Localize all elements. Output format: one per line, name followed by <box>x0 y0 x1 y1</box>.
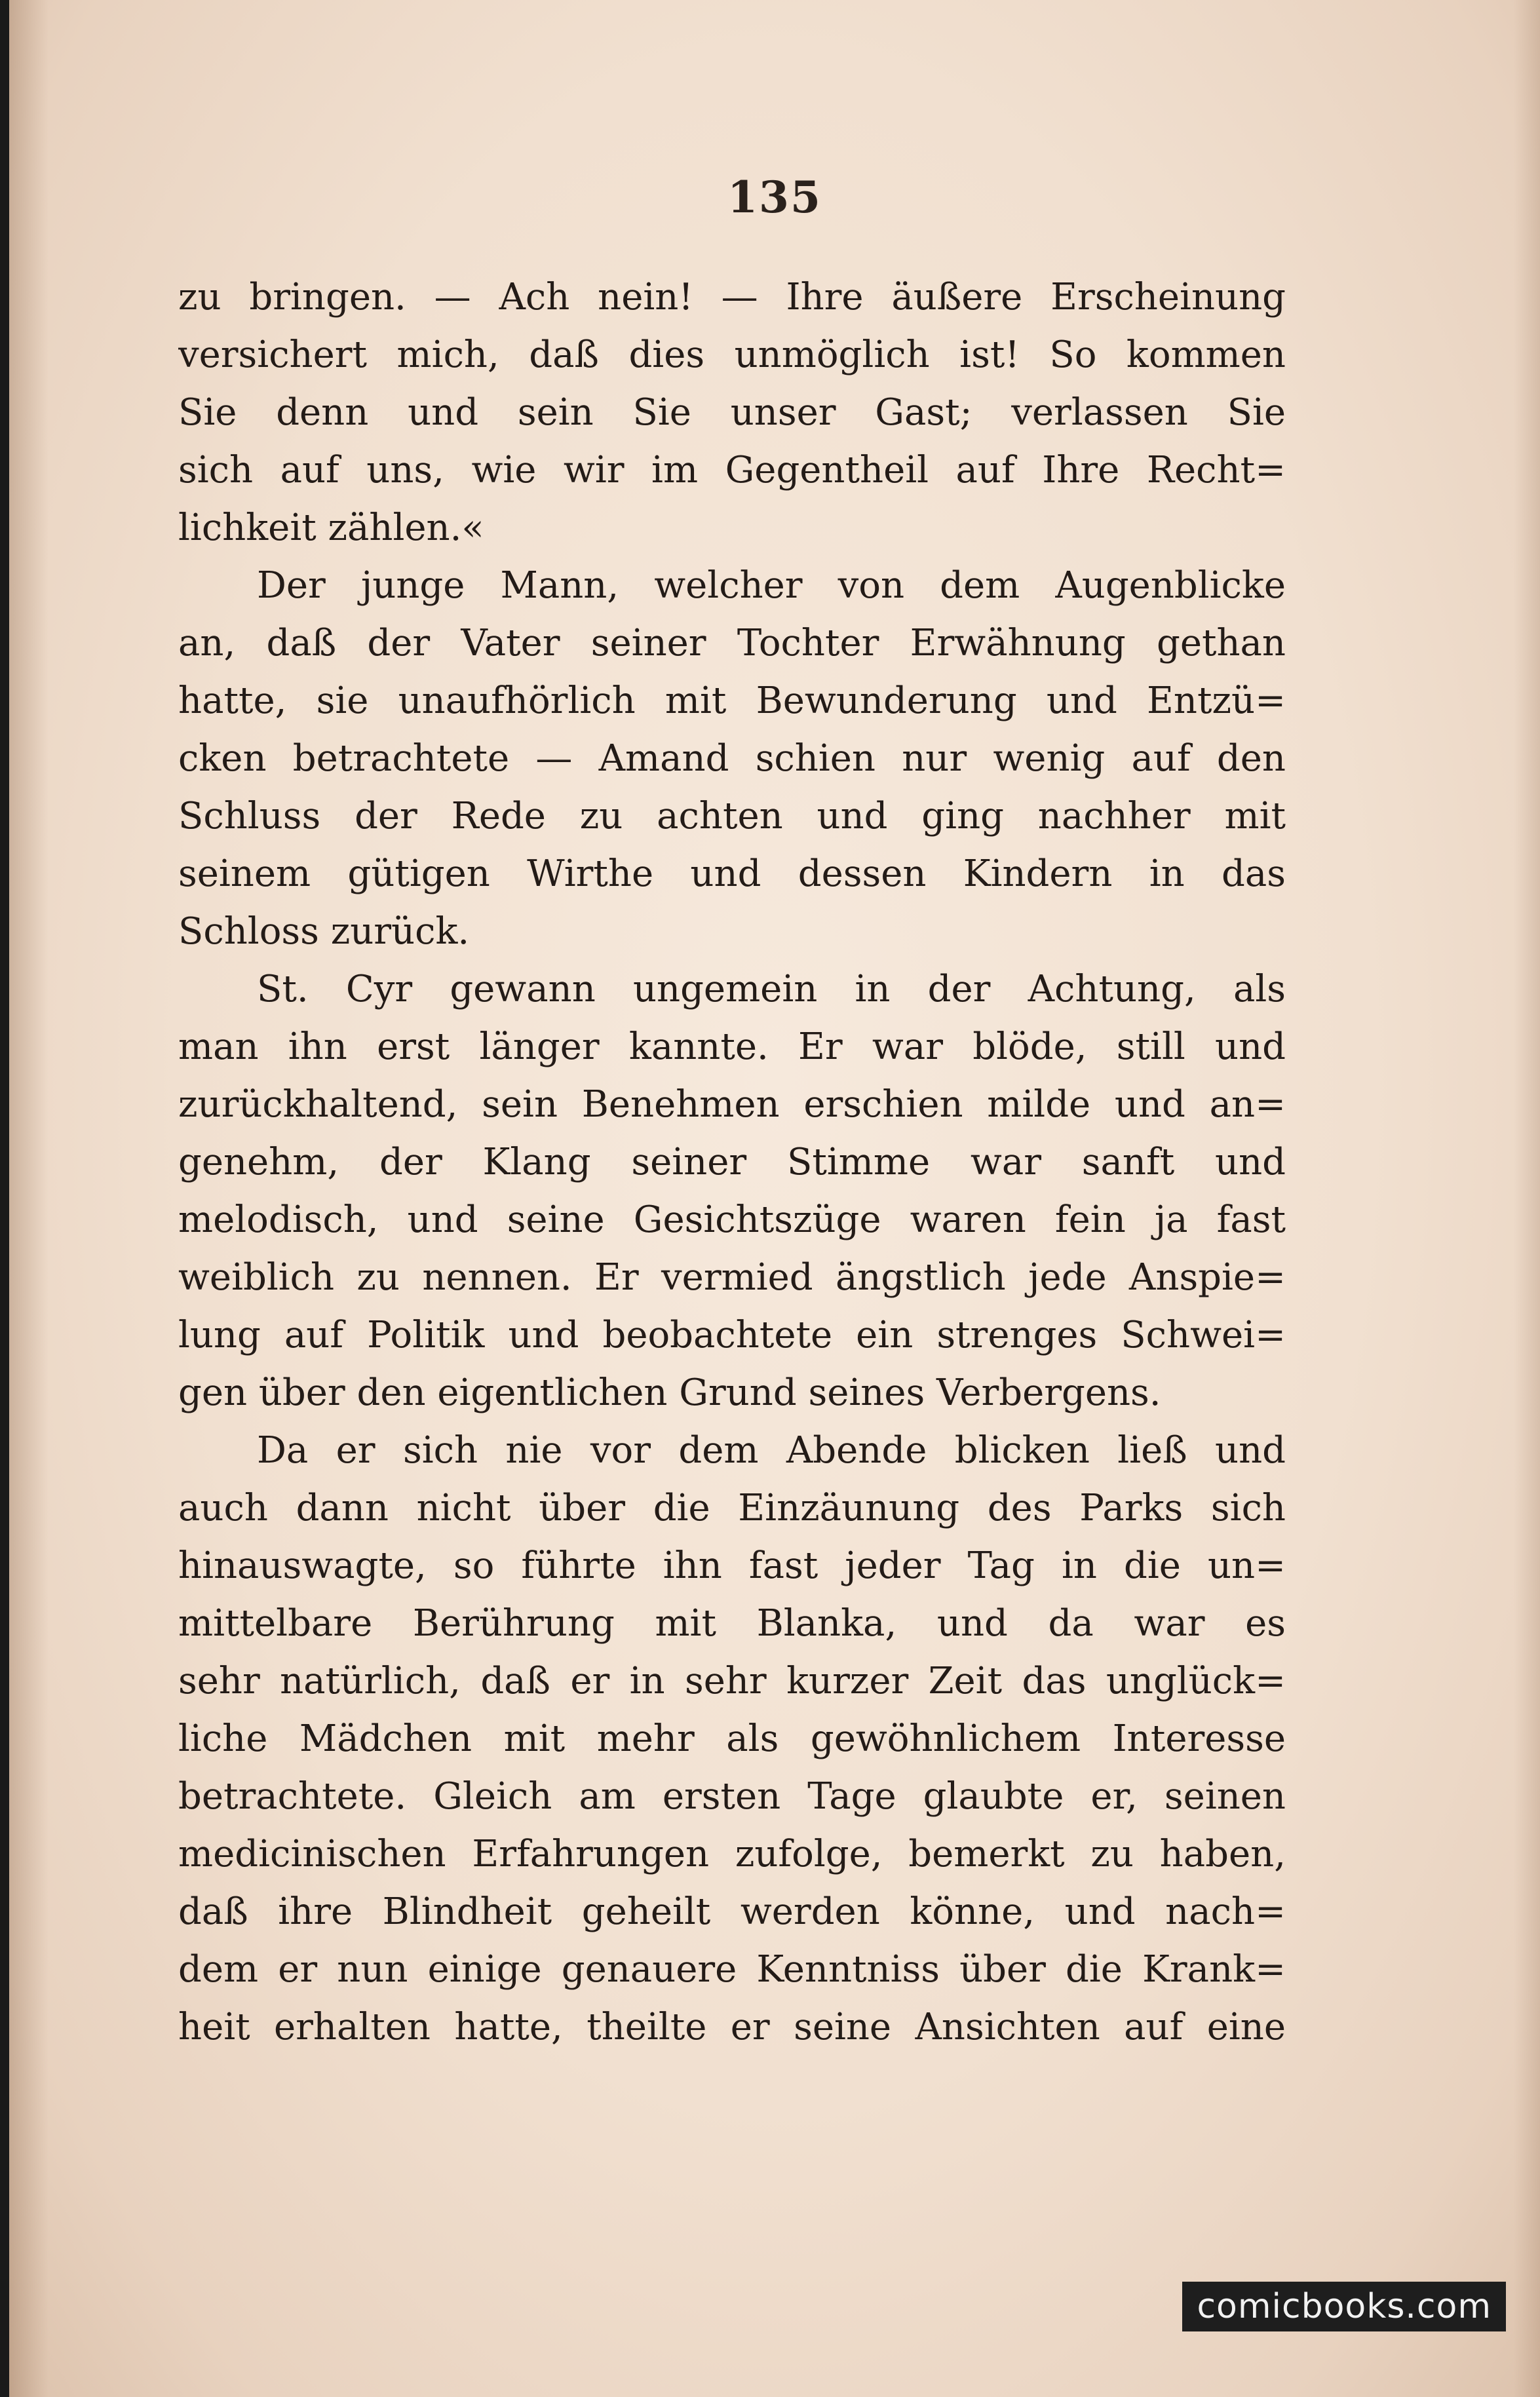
text-line: zu bringen. — Ach nein! — Ihre äußere Erscheinung <box>178 276 1286 318</box>
text-line: lung auf Politik und beobachtete ein strenges Schwei= <box>178 1314 1286 1356</box>
text-line: cken betrachtete — Amand schien nur wenig auf den <box>178 737 1286 780</box>
text-line: heit erhalten hatte, theilte er seine Ansichten auf eine <box>178 2006 1286 2048</box>
text-line: Schloss zurück. <box>178 910 470 953</box>
text-line: seinem gütigen Wirthe und dessen Kindern in das <box>178 853 1286 895</box>
text-line: liche Mädchen mit mehr als gewöhnlichem Interesse <box>178 1717 1286 1760</box>
text-line: mittelbare Berührung mit Blanka, und da war es <box>178 1602 1286 1645</box>
watermark-logo: comicbooks.com <box>1182 2282 1506 2331</box>
text-line: versichert mich, daß dies unmöglich ist! So kommen <box>178 334 1286 376</box>
book-page <box>9 0 1540 2397</box>
text-line: sich auf uns, wie wir im Gegentheil auf Ihre Recht= <box>178 449 1286 491</box>
text-line: hatte, sie unaufhörlich mit Bewunderung und Entzü= <box>178 680 1286 722</box>
text-line: zurückhaltend, sein Benehmen erschien milde und an= <box>178 1083 1286 1126</box>
text-line: hinauswagte, so führte ihn fast jeder Tag in die un= <box>178 1544 1286 1587</box>
text-line: daß ihre Blindheit geheilt werden könne, und nach= <box>178 1890 1286 1933</box>
text-line: sehr natürlich, daß er in sehr kurzer Zeit das unglück= <box>178 1660 1286 1702</box>
text-line: Da er sich nie vor dem Abende blicken ließ und <box>257 1429 1286 1472</box>
text-line: an, daß der Vater seiner Tochter Erwähnung gethan <box>178 622 1286 664</box>
text-line: man ihn erst länger kannte. Er war blöde, still und <box>178 1026 1286 1068</box>
text-line: genehm, der Klang seiner Stimme war sanft und <box>178 1141 1286 1183</box>
text-line: gen über den eigentlichen Grund seines Verbergens. <box>178 1371 1161 1414</box>
text-line: medicinischen Erfahrungen zufolge, bemerkt zu haben, <box>178 1833 1286 1875</box>
text-line: lichkeit zählen.« <box>178 507 484 549</box>
text-line: Schluss der Rede zu achten und ging nachher mit <box>178 795 1286 837</box>
text-line: dem er nun einige genauere Kenntniss über die Krank= <box>178 1948 1286 1991</box>
text-line: melodisch, und seine Gesichtszüge waren fein ja fast <box>178 1198 1286 1241</box>
text-line: weiblich zu nennen. Er vermied ängstlich jede Anspie= <box>178 1256 1286 1299</box>
text-line: betrachtete. Gleich am ersten Tage glaubte er, seinen <box>178 1775 1286 1818</box>
text-line: auch dann nicht über die Einzäunung des Parks sich <box>178 1487 1286 1529</box>
text-line: Der junge Mann, welcher von dem Augenblicke <box>257 564 1286 607</box>
page-number: 135 <box>727 172 822 223</box>
body-text <box>178 269 1286 2056</box>
text-line: Sie denn und sein Sie unser Gast; verlassen Sie <box>178 391 1286 434</box>
text-line: St. Cyr gewann ungemein in der Achtung, als <box>257 968 1286 1010</box>
